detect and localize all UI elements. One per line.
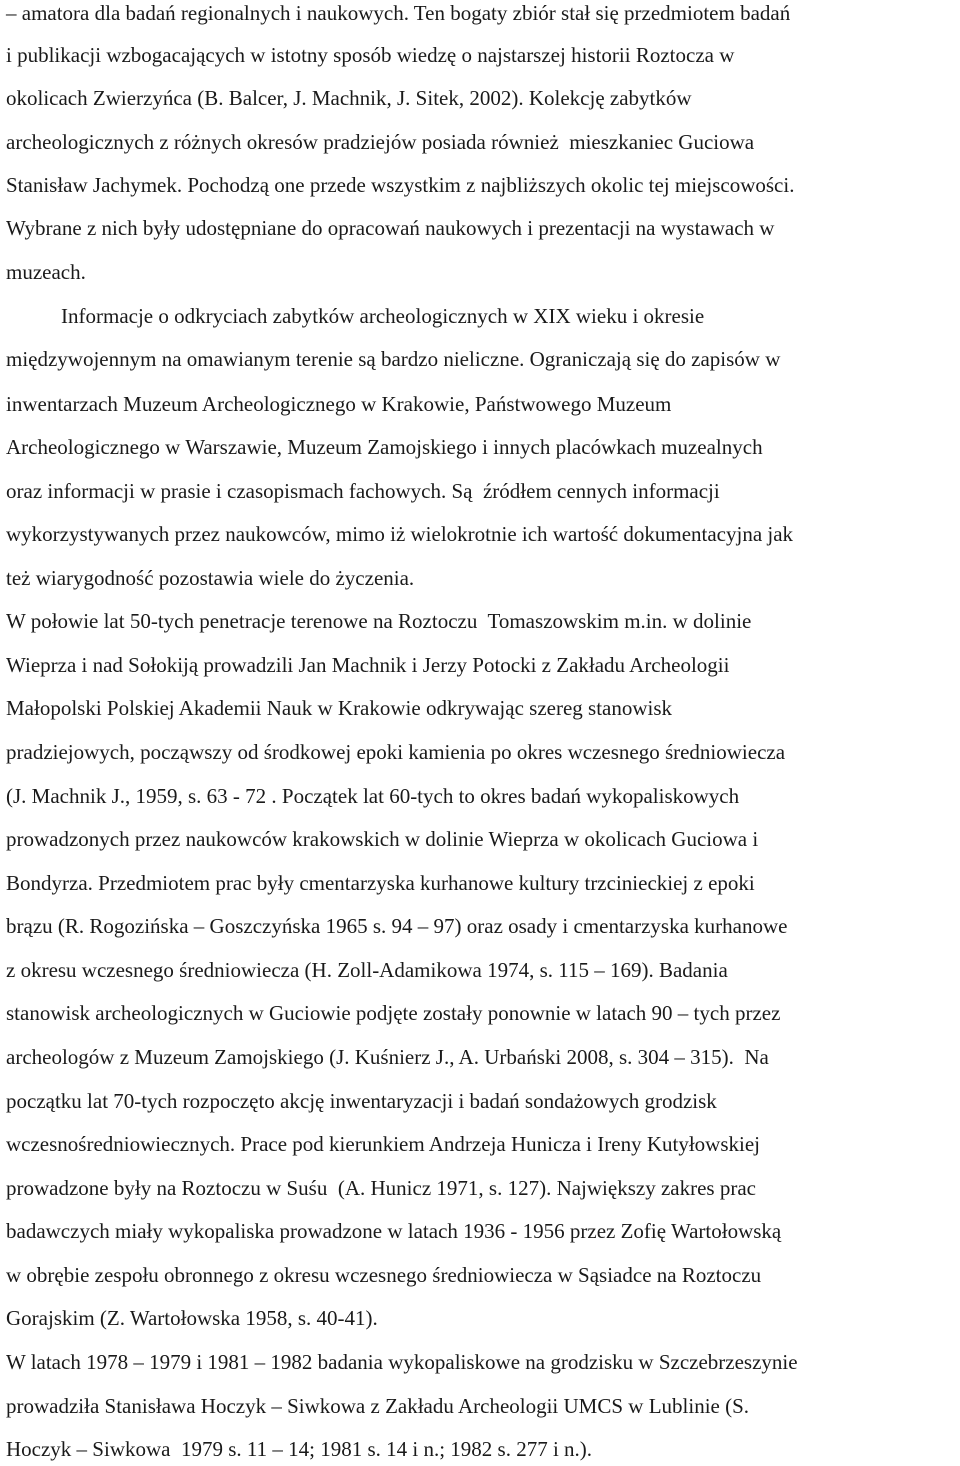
text-line: Stanisław Jachymek. Pochodzą one przede wszystkim z najbliższych okolic tej miejscowości. bbox=[6, 173, 795, 197]
text-line: inwentarzach Muzeum Archeologicznego w Krakowie, Państwowego Muzeum bbox=[6, 392, 672, 416]
text-line: stanowisk archeologicznych w Guciowie podjęte zostały ponownie w latach 90 – tych przez bbox=[6, 1001, 781, 1025]
text-line: oraz informacji w prasie i czasopismach fachowych. Są źródłem cennych informacji bbox=[6, 479, 720, 503]
text-line: W połowie lat 50-tych penetracje terenowe na Roztoczu Tomaszowskim m.in. w dolinie bbox=[6, 609, 752, 633]
text-line: międzywojennym na omawianym terenie są bardzo nieliczne. Ograniczają się do zapisów w bbox=[6, 347, 781, 371]
text-line: Bondyrza. Przedmiotem prac były cmentarzyska kurhanowe kultury trzcinieckiej z epoki bbox=[6, 871, 755, 895]
text-line: początku lat 70-tych rozpoczęto akcję inwentaryzacji i badań sondażowych grodzisk bbox=[6, 1089, 717, 1113]
text-line: W latach 1978 – 1979 i 1981 – 1982 badania wykopaliskowe na grodzisku w Szczebrzeszynie bbox=[6, 1350, 798, 1374]
text-line: wykorzystywanych przez naukowców, mimo iż wielokrotnie ich wartość dokumentacyjna jak bbox=[6, 522, 794, 546]
text-line: Wybrane z nich były udostępniane do opracowań naukowych i prezentacji na wystawach w bbox=[6, 216, 775, 240]
text-line: Archeologicznego w Warszawie, Muzeum Zamojskiego i innych placówkach muzealnych bbox=[6, 435, 763, 459]
text-line: – amatora dla badań regionalnych i naukowych. Ten bogaty zbiór stał się przedmiotem badań bbox=[6, 1, 791, 25]
text-line: też wiarygodność pozostawia wiele do życzenia. bbox=[6, 566, 415, 590]
text-line: z okresu wczesnego średniowiecza (H. Zoll-Adamikowa 1974, s. 115 – 169). Badania bbox=[6, 958, 728, 982]
text-line: okolicach Zwierzyńca (B. Balcer, J. Machnik, J. Sitek, 2002). Kolekcję zabytków bbox=[6, 86, 692, 110]
text-line: Informacje o odkryciach zabytków archeologicznych w XIX wieku i okresie bbox=[61, 304, 705, 328]
text-line: wczesnośredniowiecznych. Prace pod kierunkiem Andrzeja Hunicza i Ireny Kutyłowskiej bbox=[6, 1132, 760, 1156]
text-line: brązu (R. Rogozińska – Goszczyńska 1965 s. 94 – 97) oraz osady i cmentarzyska kurhanowe bbox=[6, 914, 788, 938]
text-line: badawczych miały wykopaliska prowadzone w latach 1936 - 1956 przez Zofię Wartołowską bbox=[6, 1219, 782, 1243]
text-line: (J. Machnik J., 1959, s. 63 - 72 . Początek lat 60-tych to okres badań wykopaliskowych bbox=[6, 784, 740, 808]
text-line: Małopolski Polskiej Akademii Nauk w Krakowie odkrywając szereg stanowisk bbox=[6, 696, 673, 720]
text-line: Gorajskim (Z. Wartołowska 1958, s. 40-41). bbox=[6, 1306, 378, 1330]
text-line: Hoczyk – Siwkowa 1979 s. 11 – 14; 1981 s. 14 i n.; 1982 s. 277 i n.). bbox=[6, 1437, 593, 1461]
text-line: archeologicznych z różnych okresów pradziejów posiada również mieszkaniec Guciowa bbox=[6, 130, 755, 154]
text-line: i publikacji wzbogacających w istotny sposób wiedzę o najstarszej historii Roztocza w bbox=[6, 43, 735, 67]
text-line: prowadzone były na Roztoczu w Suśu (A. Hunicz 1971, s. 127). Największy zakres prac bbox=[6, 1176, 756, 1200]
text-line: w obrębie zespołu obronnego z okresu wczesnego średniowiecza w Sąsiadce na Roztoczu bbox=[6, 1263, 762, 1287]
text-line: archeologów z Muzeum Zamojskiego (J. Kuśnierz J., A. Urbański 2008, s. 304 – 315). Na bbox=[6, 1045, 769, 1069]
text-line: pradziejowych, począwszy od środkowej epoki kamienia po okres wczesnego średniowiecza bbox=[6, 740, 786, 764]
text-line: prowadzonych przez naukowców krakowskich w dolinie Wieprza w okolicach Guciowa i bbox=[6, 827, 759, 851]
text-line: prowadziła Stanisława Hoczyk – Siwkowa z Zakładu Archeologii UMCS w Lublinie (S. bbox=[6, 1394, 750, 1418]
text-line: Wieprza i nad Sołokiją prowadzili Jan Machnik i Jerzy Potocki z Zakładu Archeologii bbox=[6, 653, 730, 677]
text-line: muzeach. bbox=[6, 260, 86, 284]
